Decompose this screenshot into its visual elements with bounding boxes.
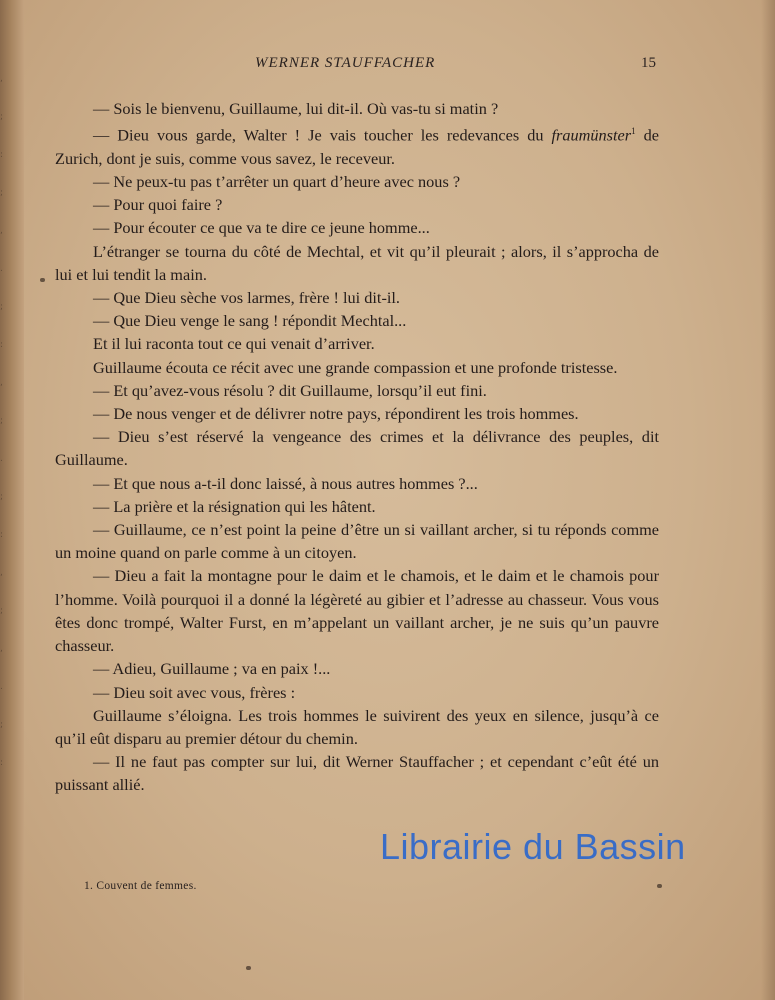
running-title: WERNER STAUFFACHER: [255, 55, 436, 71]
paragraph: [55, 193, 659, 216]
paragraph-text: — La prière et la résignation qui les hâtent.: [93, 496, 376, 516]
binding-bleed-marks: , ; : ; , . ; : , ; . ; : , ; , . ; :: [0, 74, 4, 768]
paper-speck: [246, 966, 251, 970]
footnote-reference: 1: [631, 126, 636, 137]
paragraph: [55, 518, 659, 564]
paragraph-text: — Adieu, Guillaume ; va en paix !...: [93, 659, 331, 679]
paragraph-text: — De nous venger et de délivrer notre pays, répondirent les trois hommes.: [93, 404, 579, 424]
watermark-text: Librairie du Bassin: [380, 826, 686, 867]
paragraph-text: — Sois le bienvenu, Guillaume, lui dit-il. Où vas-tu si matin ?: [93, 99, 499, 118]
paragraph-text: Guillaume s’éloigna. Les trois hommes le suivirent des yeux en silence, jusqu’à ce qu’il eût disparu au premier détour du chemin.: [55, 705, 659, 748]
paragraph: [55, 170, 659, 193]
paragraph-text: — Dieu soit avec vous, frères :: [93, 682, 296, 702]
paragraph: [55, 332, 659, 355]
paragraph: [55, 216, 659, 239]
paragraph: [55, 240, 659, 286]
paragraph: [55, 120, 659, 170]
paragraph-text: — Et que nous a-t-il donc laissé, à nous autres hommes ?...: [93, 473, 478, 493]
body-text: [55, 97, 659, 797]
paragraph-text: — Que Dieu venge le sang ! répondit Mechtal...: [93, 311, 407, 331]
paragraph: [55, 356, 659, 379]
paragraph-text: — Dieu s’est réservé la vengeance des crimes et la délivrance des peuples, dit Guillaume.: [55, 427, 659, 470]
paper-speck: [657, 884, 662, 888]
paragraph-text: de Zurich, dont je suis, comme vous savez, le receveur.: [55, 125, 659, 168]
paragraph-text: — Dieu a fait la montagne pour le daim et le chamois, et le daim et le chamois pour l’homme. Voilà pourquoi il a donné la légèreté au gibier et l’adresse au chasseur. Vous vous êtes donc trompé, Walter Furst, en m’appelant un vaillant archer, je ne suis qu’un pauvre chasseur.: [55, 566, 659, 656]
paper-speck: [40, 278, 45, 282]
italic-term: fraumünster: [551, 125, 632, 145]
page-edge-shadow: [761, 0, 775, 1000]
paragraph: [55, 97, 659, 120]
paragraph: [55, 286, 659, 309]
paragraph-text: — Et qu’avez-vous résolu ? dit Guillaume, lorsqu’il eut fini.: [93, 380, 487, 400]
paragraph: [55, 681, 659, 704]
paragraph-text: — Que Dieu sèche vos larmes, frère ! lui dit-il.: [93, 288, 400, 308]
paragraph-text: L’étranger se tourna du côté de Mechtal, et vit qu’il pleurait ; alors, il s’approcha de lui et lui tendit la main.: [55, 241, 659, 284]
page-number: 15: [641, 55, 656, 71]
paragraph: [55, 657, 659, 680]
paragraph-text: — Dieu vous garde, Walter ! Je vais toucher les redevances du: [93, 125, 552, 145]
paragraph: [55, 750, 659, 796]
footnote: 1. Couvent de femmes.: [84, 880, 197, 892]
paragraph: [55, 472, 659, 495]
paragraph-text: — Ne peux-tu pas t’arrêter un quart d’heure avec nous ?: [93, 172, 461, 192]
paragraph: [55, 564, 659, 657]
paragraph: [55, 495, 659, 518]
paragraph: [55, 704, 659, 750]
paragraph: [55, 402, 659, 425]
paragraph: [55, 309, 659, 332]
paragraph-text: Guillaume écouta ce récit avec une grande compassion et une profonde tristesse.: [93, 357, 618, 377]
running-header: [0, 55, 775, 75]
paragraph-text: — Pour écouter ce que va te dire ce jeune homme...: [93, 218, 430, 238]
paragraph: [55, 379, 659, 402]
paragraph-text: Et il lui raconta tout ce qui venait d’arriver.: [93, 334, 375, 354]
paragraph: [55, 425, 659, 471]
paragraph-text: — Pour quoi faire ?: [93, 195, 223, 215]
paragraph-text: — Il ne faut pas compter sur lui, dit Werner Stauffacher ; et cependant c’eût été un puissant allié.: [55, 752, 659, 795]
paragraph-text: — Guillaume, ce n’est point la peine d’être un si vaillant archer, si tu réponds comme un moine quand on parle comme à un citoyen.: [55, 520, 659, 563]
